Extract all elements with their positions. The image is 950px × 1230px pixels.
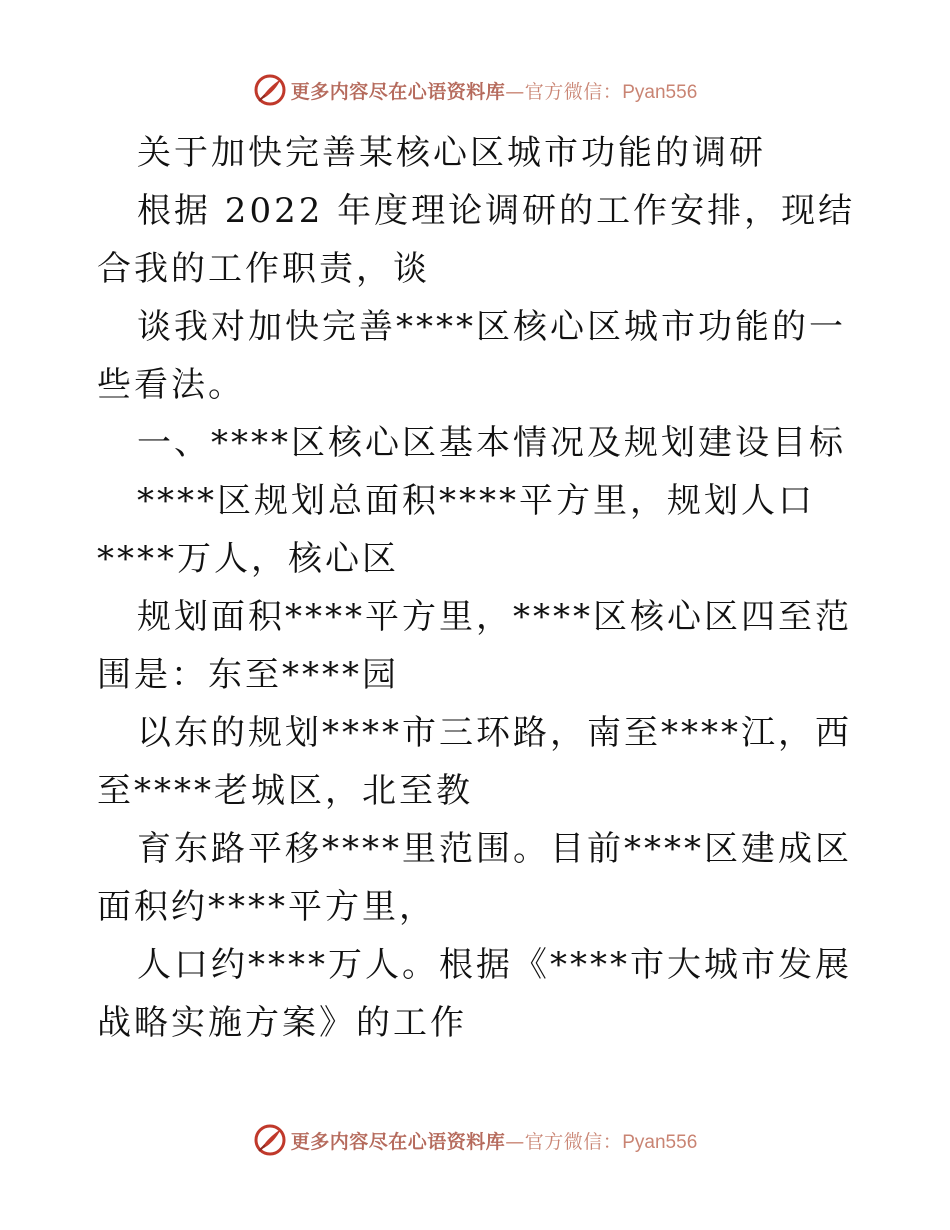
- watermark-wechat-id: Pyan556: [622, 81, 698, 103]
- paragraph: 育东路平移****里范围。目前****区建成区面积约****平方里，: [97, 829, 852, 927]
- document-body: [97, 124, 867, 1052]
- paragraph: 人口约****万人。根据《****市大城市发展战略实施方案》的工作: [97, 945, 852, 1043]
- paragraph: 谈我对加快完善****区核心区城市功能的一些看法。: [97, 307, 846, 405]
- section-heading: 一、****区核心区基本情况及规划建设目标: [137, 423, 846, 463]
- watermark-text: 更多内容尽在心语资料库: [290, 1130, 506, 1153]
- watermark-contact-label: —官方微信：: [505, 80, 623, 103]
- watermark-contact: [505, 77, 697, 104]
- paragraph: 根据 2022 年度理论调研的工作安排，现结合我的工作职责，谈: [97, 191, 856, 289]
- paragraph: ****区规划总面积****平方里，规划人口****万人，核心区: [97, 481, 815, 579]
- header-watermark: [0, 70, 950, 110]
- watermark-text: 更多内容尽在心语资料库: [290, 80, 506, 103]
- watermark-contact-label: —官方微信：: [505, 1130, 623, 1153]
- quill-logo-icon: [253, 73, 287, 107]
- quill-logo-icon: [253, 1123, 287, 1157]
- paragraph: 以东的规划****市三环路，南至****江，西至****老城区，北至教: [97, 713, 852, 811]
- document-title: 关于加快完善某核心区城市功能的调研: [137, 133, 766, 173]
- footer-watermark: [0, 1120, 950, 1160]
- watermark-contact: [505, 1127, 697, 1154]
- watermark-wechat-id: Pyan556: [622, 1131, 698, 1153]
- paragraph: 规划面积****平方里，****区核心区四至范围是：东至****园: [97, 597, 852, 695]
